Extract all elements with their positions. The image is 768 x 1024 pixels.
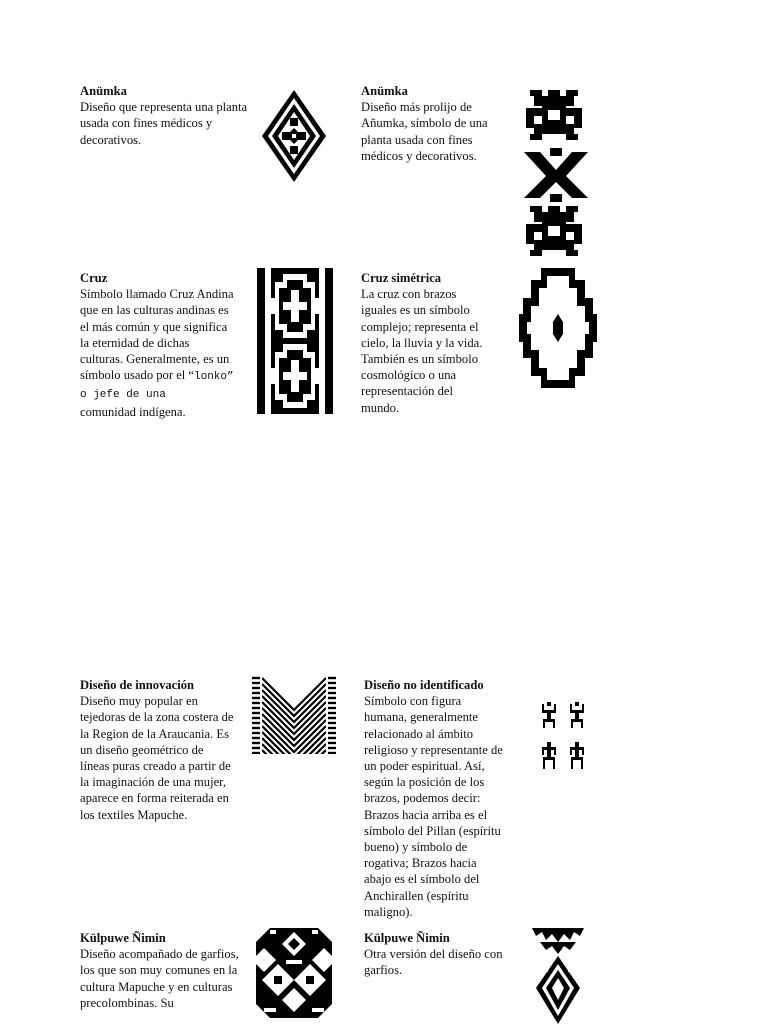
entry-anumka-1 xyxy=(80,83,255,148)
entry-title: Diseño de innovación xyxy=(80,678,195,692)
entry-diseno-innovacion xyxy=(80,677,235,823)
entry-anumka-2 xyxy=(361,83,496,164)
entry-kulpuwe-nimin-2 xyxy=(364,930,504,979)
chevron-lines-icon xyxy=(252,676,336,754)
entry-description: La cruz con brazos iguales es un símbolo complejo; representa el cielo, la lluvia y la vida. También es un símbolo cosmológico o una representación del mundo. xyxy=(361,287,483,415)
refined-plant-icon xyxy=(522,90,592,262)
entry-description: Diseño muy popular en tejedoras de la zona costera de la Region de la Araucania. Es un diseño geométrico de líneas puras creado a partir de la imaginación de una mujer, aparece en forma reiterada en los textiles Mapuche. xyxy=(80,694,234,822)
entry-description: Diseño que representa una planta usada con fines médicos y decorativos. xyxy=(80,100,248,147)
entry-title: Diseño no identificado xyxy=(364,678,484,692)
entry-description: Símbolo llamado Cruz Andina que en las culturas andinas es el más común y que significa la eternidad de dichas culturas. Generalmente, es un símbolo usado por el “lonko” o jefe de una comunidad indígena. xyxy=(80,287,234,419)
entry-title: Anümka xyxy=(80,84,127,98)
entry-title: Anümka xyxy=(361,84,408,98)
human-figures-icon xyxy=(538,702,592,772)
entry-description: Símbolo con figura humana, generalmente relacionado al ámbito religioso y representante de un poder espiritual. Así, según la posición de los brazos, podemos decir: Brazos hacia arriba es el símbolo del Pillan (espíritu bueno) y símbolo de rogativa; Brazos hacia abajo es el símbolo del Anchirallen (espíritu maligno). xyxy=(364,694,503,919)
andean-cross-icon xyxy=(257,268,333,414)
entry-description: Diseño más prolijo de Añumka, símbolo de una planta usada con fines médicos y decorativos. xyxy=(361,100,488,163)
entry-title: Külpuwe Ñimin xyxy=(80,931,166,945)
hooks-pattern-icon xyxy=(256,928,332,1018)
rhombus-plant-icon xyxy=(262,90,326,182)
entry-cruz-simetrica xyxy=(361,270,491,416)
entry-title: Cruz simétrica xyxy=(361,271,442,285)
entry-cruz xyxy=(80,270,235,420)
entry-description: Diseño acompañado de garfios, los que son muy comunes en la cultura Mapuche y en culturas precolombinas. Su xyxy=(80,947,239,1010)
entry-diseno-no-identificado xyxy=(364,677,504,920)
entry-kulpuwe-nimin-1 xyxy=(80,930,240,1011)
entry-title: Cruz xyxy=(80,271,108,285)
entry-description: Otra versión del diseño con garfios. xyxy=(364,947,503,978)
symmetric-cross-icon xyxy=(519,268,597,388)
hooks-diamond-icon xyxy=(530,928,586,1024)
entry-title: Külpuwe Ñimin xyxy=(364,931,450,945)
